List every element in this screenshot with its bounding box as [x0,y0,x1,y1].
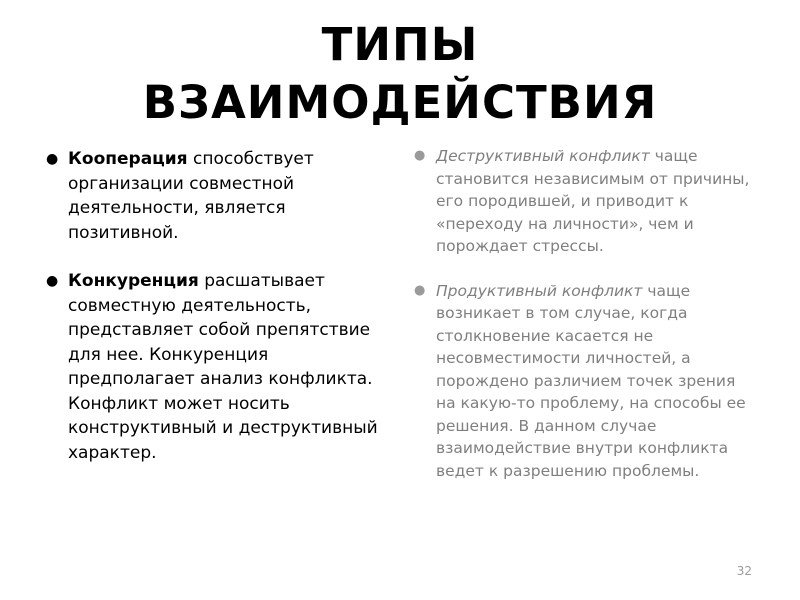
left-item-competition [46,269,394,465]
slide-title [60,16,740,132]
right-column [414,145,754,504]
text-cooperation: способствует организации совместной деятельности, является позитивной. [68,149,314,243]
title-line-2: ВЗАИМОДЕЙСТВИЯ [142,76,658,129]
text-competition: расшатывает совместную деятельность, представляет собой препятствие для нее. Конкуренция предполагает анализ конфликта. Конфликт может носить конструктивный и деструктивный характер. [68,271,378,463]
bullet-icon: ● [414,148,426,163]
title-line-1: ТИПЫ [321,18,479,71]
bullet-icon: ● [46,273,59,289]
term-productive-conflict: Продуктивный конфликт [436,281,643,300]
term-cooperation: Кооперация [68,149,188,169]
page-number: 32 [736,564,752,578]
left-column [46,147,394,489]
left-item-cooperation [46,147,394,245]
bullet-icon: ● [46,151,59,167]
text-productive-conflict: чаще возникает в том случае, когда столкновение касается не несовместимости личностей, а порождено различием точек зрения на какую-то проблему, на способы ее решения. В данном случае взаимодействие внутри конфликта ведет к разрешению проблемы. [436,281,746,480]
right-item-productive-conflict [414,280,754,483]
term-destructive-conflict: Деструктивный конфликт [436,147,650,165]
text-destructive-conflict: чаще становится независимым от причины, его породившей, и приводит к «переходу на личности», чем и порождает стрессы. [436,147,750,255]
right-item-destructive-conflict [414,145,754,258]
term-competition: Конкуренция [68,271,199,291]
bullet-icon: ● [414,282,426,298]
